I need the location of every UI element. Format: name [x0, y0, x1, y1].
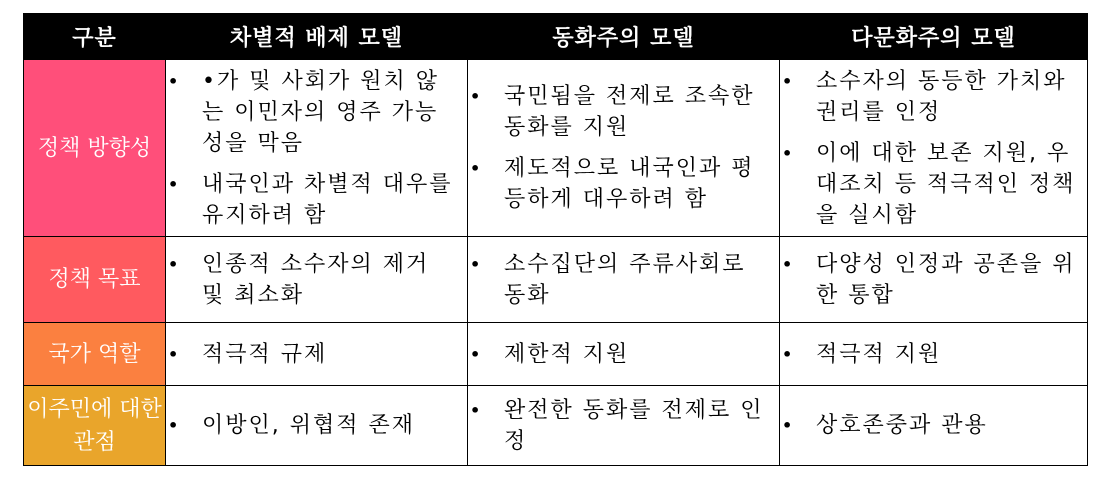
cell-multicultural: [780, 237, 1088, 323]
list-item: • 이방인, 위협적 존재: [166, 410, 461, 441]
table-row: [24, 60, 1088, 237]
list-item: • •가 및 사회가 원치 않는 이민자의 영주 가능성을 막음: [166, 66, 461, 159]
bullet-icon: •: [470, 159, 483, 178]
list-item: • 다양성 인정과 공존을 위한 통합: [780, 249, 1081, 311]
list-item: • 소수집단의 주류사회로 동화: [468, 249, 773, 311]
list-item: • 상호존중과 관용: [780, 410, 1081, 441]
list-item: • 소수자의 동등한 가치와 권리를 인정: [780, 66, 1081, 128]
list-item: • 제도적으로 내국인과 평등하게 대우하려 함: [468, 153, 773, 215]
header-row: [24, 14, 1088, 60]
row-label-view-on-migrants: 이주민에 대한 관점: [24, 386, 166, 466]
bullet-icon: •: [782, 71, 795, 91]
table-row: [24, 386, 1088, 466]
table-row: [24, 323, 1088, 386]
policy-model-comparison-table: [23, 13, 1088, 466]
bullet-icon: •: [470, 254, 483, 274]
list-item: • 적극적 지원: [780, 339, 1081, 370]
list-item: • 완전한 동화를 전제로 인정: [468, 395, 773, 457]
cell-assimilation: [468, 237, 780, 323]
list-item: • 이에 대한 보존 지원, 우대조치 등 적극적인 정책을 실시함: [780, 138, 1081, 231]
cell-multicultural: [780, 323, 1088, 386]
bullet-icon: •: [168, 71, 181, 91]
bullet-icon: •: [470, 344, 483, 364]
cell-exclusion: [166, 323, 468, 386]
cell-exclusion: [166, 386, 468, 466]
bullet-icon: •: [470, 400, 483, 420]
cell-multicultural: [780, 60, 1088, 237]
bullet-icon: •: [168, 254, 181, 274]
cell-exclusion: [166, 60, 468, 237]
list-item: • 국민됨을 전제로 조속한 동화를 지원: [468, 81, 773, 143]
header-assimilation-model: 동화주의 모델: [468, 14, 780, 60]
bullet-icon: •: [782, 416, 795, 435]
list-item: • 인종적 소수자의 제거 및 최소화: [166, 249, 461, 311]
cell-assimilation: [468, 60, 780, 237]
list-item: • 적극적 규제: [166, 339, 461, 370]
header-exclusion-model: 차별적 배제 모델: [166, 14, 468, 60]
row-label-state-role: 국가 역할: [24, 323, 166, 386]
cell-multicultural: [780, 386, 1088, 466]
bullet-icon: •: [168, 174, 181, 194]
bullet-icon: •: [168, 344, 181, 364]
header-category: 구분: [24, 14, 166, 60]
header-multicultural-model: 다문화주의 모델: [780, 14, 1088, 60]
bullet-icon: •: [782, 254, 795, 274]
list-item: • 내국인과 차별적 대우를 유지하려 함: [166, 169, 461, 231]
row-label-policy-goal: 정책 목표: [24, 237, 166, 323]
table-row: [24, 237, 1088, 323]
bullet-icon: •: [782, 143, 795, 163]
row-label-policy-direction: 정책 방향성: [24, 60, 166, 237]
bullet-icon: •: [168, 416, 181, 435]
bullet-icon: •: [782, 344, 795, 364]
cell-assimilation: [468, 323, 780, 386]
cell-exclusion: [166, 237, 468, 323]
list-item: • 제한적 지원: [468, 339, 773, 370]
cell-assimilation: [468, 386, 780, 466]
bullet-icon: •: [470, 87, 483, 106]
